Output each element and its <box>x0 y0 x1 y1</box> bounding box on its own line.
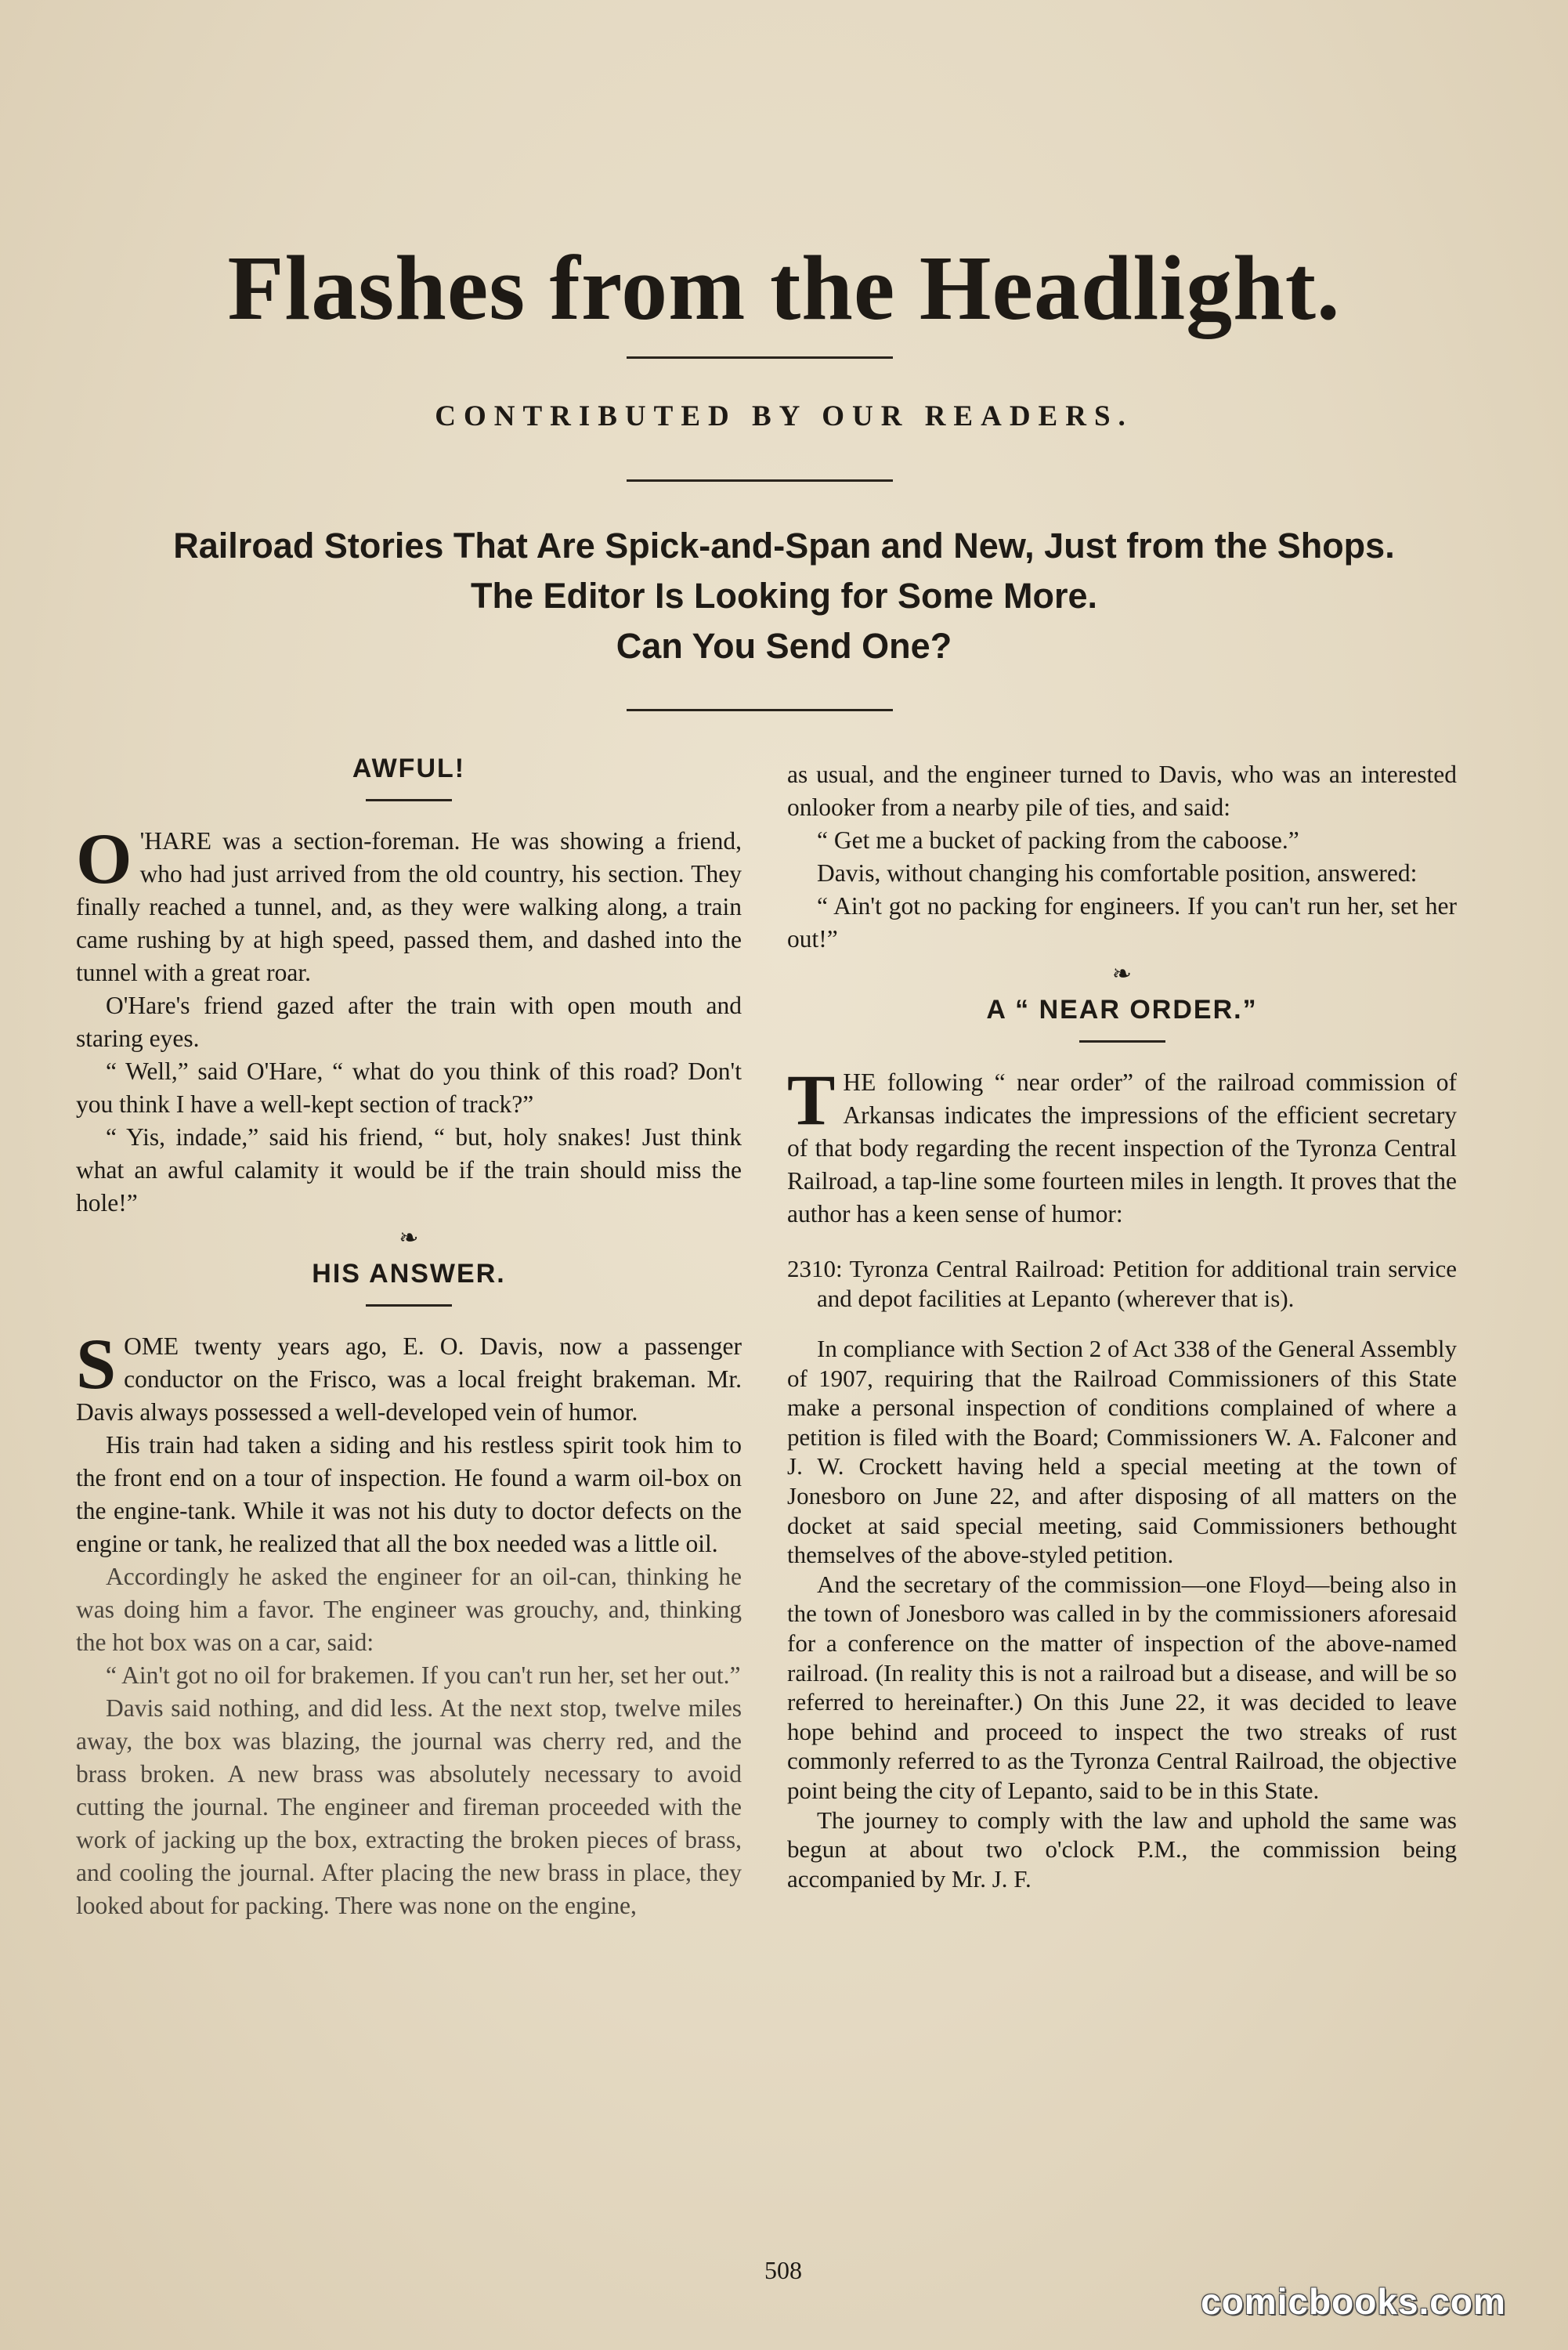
story-paragraph: Davis said nothing, and did less. At the next stop, twelve miles away, the box was blazing, the journal was cherry red, and the brass broken. A new brass was absolutely necessary to avoid cutting the journal. The engineer and fireman proceeded with the work of jacking up the box, extracting the broken pieces of brass, and cooling the journal. After placing the new brass in place, they looked about for packing. There was none on the engine, <box>76 1694 742 1919</box>
story-paragraph: Davis, without changing his comfortable position, answered: <box>817 859 1418 887</box>
deck-rule <box>627 709 893 711</box>
story-heading: A “ NEAR ORDER.” <box>986 995 1258 1025</box>
page-title: Flashes from the Headlight. <box>227 237 1341 339</box>
deck-line: Railroad Stories That Are Spick-and-Span and New, Just from the Shops. <box>173 526 1395 566</box>
drop-cap: T <box>787 1060 836 1140</box>
story-heading: HIS ANSWER. <box>312 1259 506 1289</box>
story-paragraph: O 'HARE was a section-foreman. He was showing a friend, who had just arrived from the old country, his section. They finally reached a tunnel, and, as they were walking along, a train came rushing by at high speed, passed them, and dashed into the tunnel with a great roar. <box>76 819 742 986</box>
docket-text: 2310: Tyronza Central Railroad: Petition for additional train service and depot facilities at Lepanto (wherever that is). <box>787 1255 1457 1312</box>
deck <box>47 521 1521 671</box>
story-paragraph: “ Ain't got no oil for brakemen. If you can't run her, set her out.” <box>106 1661 741 1689</box>
heading-rule <box>1079 1040 1165 1043</box>
story-paragraph: “ Ain't got no packing for engineers. If you can't run her, set her out!” <box>787 892 1457 953</box>
heading-rule <box>366 1304 452 1307</box>
story-paragraph: “ Well,” said O'Hare, “ what do you think of this road? Don't you think I have a well-kept section of track?” <box>76 1058 742 1118</box>
story-paragraph: THE following “ near order” of the railroad commission of Arkansas indicates the impressions of the efficient secretary of that body regarding the recent inspection of the Tyronza Central Railroad, a tap-line some fourteen miles in length. It proves that the author has a keen sense of humor: <box>787 1060 1457 1227</box>
story-paragraph: SOME twenty years ago, E. O. Davis, now a passenger conductor on the Frisco, was a local freight brakeman. Mr. Davis always possessed a well-developed vein of humor. <box>76 1324 742 1426</box>
drop-cap: S <box>76 1324 117 1404</box>
drop-cap: O <box>76 819 132 898</box>
fleuron-icon: ❧ <box>1111 961 1133 987</box>
deck-line: Can You Send One? <box>616 626 952 666</box>
order-paragraph: In compliance with Section 2 of Act 338 of the General Assembly of 1907, requiring that the Railroad Commissioners of this State make a personal inspection of conditions complained of where a petition is filed with the Board; Commissioners W. A. Falconer and J. W. Crockett having held a special meeting at the town of Jonesboro on June 22, and after disposing of all matters on the docket at said special meeting, said Commissioners bethought themselves of the above-styled petition. <box>787 1335 1458 1569</box>
deck-line: The Editor Is Looking for Some More. <box>470 576 1098 616</box>
order-text <box>787 1334 1457 1893</box>
heading-rule <box>366 799 452 801</box>
story-paragraph: “ Get me a bucket of packing from the caboose.” <box>817 826 1299 854</box>
story-paragraph: O'Hare's friend gazed after the train with open mouth and staring eyes. <box>76 992 742 1052</box>
page-number: 508 <box>764 2256 802 2284</box>
right-column <box>787 758 1457 1893</box>
subtitle-rule <box>627 479 893 482</box>
title-rule <box>627 356 893 359</box>
story-paragraph: Accordingly he asked the engineer for an oil-can, thinking he was doing him a favor. The engineer was grouchy, and, thinking the hot box was on a car, said: <box>76 1563 742 1656</box>
order-paragraph: The journey to comply with the law and uphold the same was begun at about two o'clock P.M., the commission being accompanied by Mr. J. F. <box>787 1806 1457 1893</box>
order-paragraph: And the secretary of the commission—one Floyd—being also in the town of Jonesboro was called in by the commissioners aforesaid for a conference on the matter of inspection of the above-named railroad. (In reality this is not a railroad but a disease, and will be so referred to hereinafter.) On this June 22, it was decided to leave hope behind and proceed to inspect the two streaks of rust commonly referred to as the Tyronza Central Railroad, the objective point being the city of Lepanto, said to be in this State. <box>787 1570 1457 1804</box>
story-paragraph: as usual, and the engineer turned to Davis, who was an interested onlooker from a nearby pile of ties, and said: <box>787 761 1457 821</box>
left-column <box>76 752 742 1922</box>
story-heading: AWFUL! <box>352 754 466 783</box>
subtitle: CONTRIBUTED BY OUR READERS. <box>435 400 1133 432</box>
fleuron-icon: ❧ <box>399 1225 419 1251</box>
docket-entry <box>787 1254 1457 1314</box>
watermark-logo: comicbooks.com <box>1201 2281 1506 2322</box>
story-paragraph: His train had taken a siding and his restless spirit took him to the front end on a tour of inspection. He found a warm oil-box on the engine-tank. While it was not his duty to doctor defects on the engine or tank, he realized that all the box needed was a little oil. <box>76 1431 742 1557</box>
story-paragraph: “ Yis, indade,” said his friend, “ but, holy snakes! Just think what an awful calamity it would be if the train should miss the hole!” <box>76 1123 742 1217</box>
